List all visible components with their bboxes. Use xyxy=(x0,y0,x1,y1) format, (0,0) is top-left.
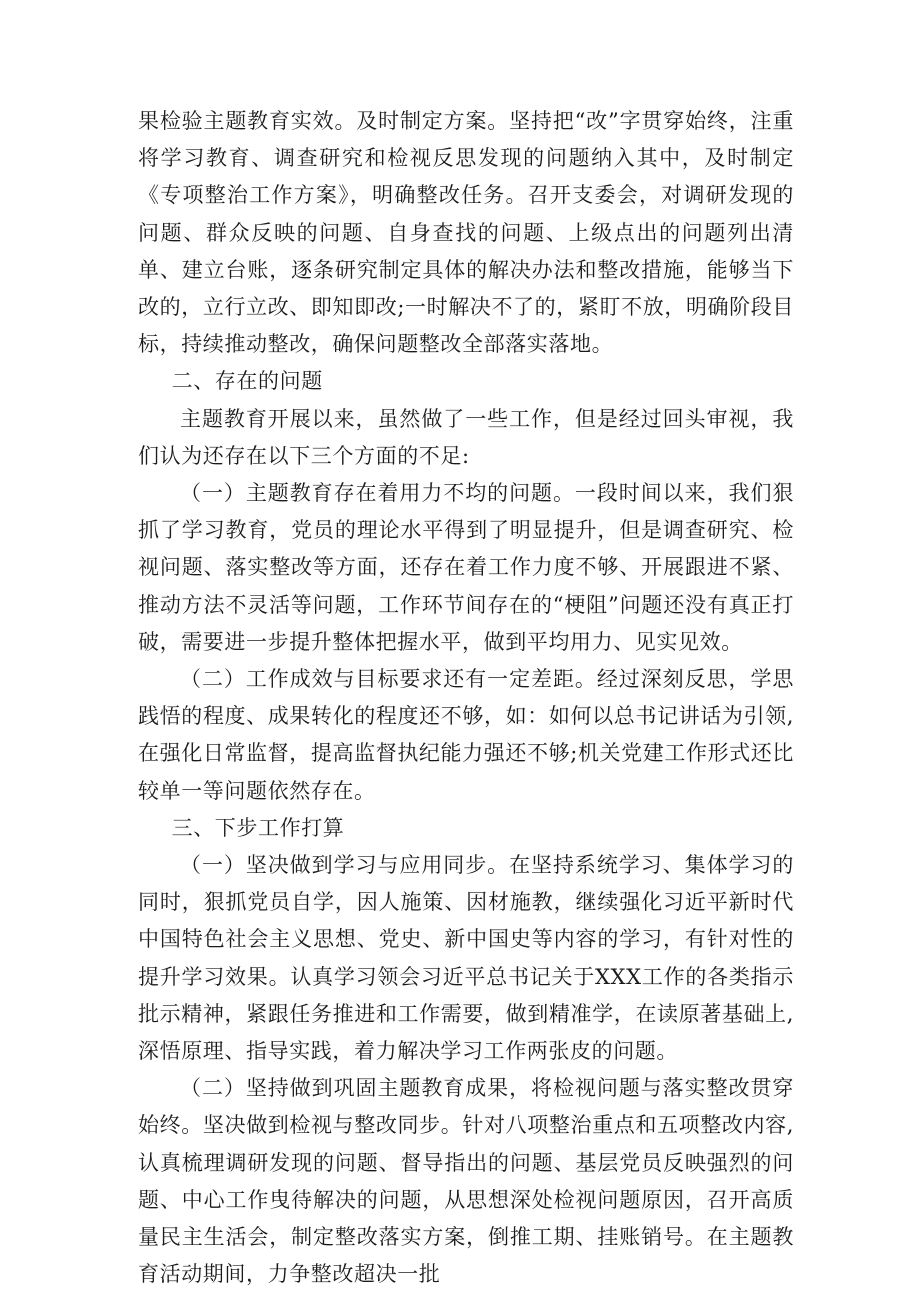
paragraph-problem-2: （二）工作成效与目标要求还有一定差距。经过深刻反思，学思践悟的程度、成果转化的程度还不够，如：如何以总书记讲话为引领,在强化日常监督，提高监督执纪能力强还不够;机关党建工作形式还比较单一等问题依然存在。 xyxy=(138,667,794,803)
paragraph-plan-2: （二）坚持做到巩固主题教育成果，将检视问题与落实整改贯穿始终。坚决做到检视与整改同步。针对八项整治重点和五项整改内容,认真梳理调研发现的问题、督导指出的问题、基层党员反映强烈的问题、中心工作曳待解决的问题，从思想深处检视问题原因，召开高质量民主生活会，制定整改落实方案，倒推工期、挂账销号。在主题教育活动期间，力争整改超决一批 xyxy=(138,1076,794,1287)
paragraph-plan-1: （一）坚决做到学习与应用同步。在坚持系统学习、集体学习的同时，狠抓党员自学，因人施策、因材施教，继续强化习近平新时代中国特色社会主义思想、党史、新中国史等内容的学习，有针对性的提升学习效果。认真学习领会习近平总书记关于XXX工作的各类指示批示精神，紧跟任务推进和工作需要，做到精准学，在读原著基础上,深悟原理、指导实践，着力解决学习工作两张皮的问题。 xyxy=(138,853,794,1064)
section-heading-next-steps: 三、下步工作打算 xyxy=(171,815,345,840)
section-heading-problems: 二、存在的问题 xyxy=(171,369,323,394)
paragraph-intro: 主题教育开展以来，虽然做了一些工作，但是经过回头审视，我们认为还存在以下三个方面的不足: xyxy=(138,406,794,468)
document-body xyxy=(138,103,794,1294)
paragraph-problem-1: （一）主题教育存在着用力不均的问题。一段时间以来，我们狠抓了学习教育，党员的理论水平得到了明显提升，但是调查研究、检视问题、落实整改等方面，还存在着工作力度不够、开展跟进不紧、推动方法不灵活等问题，工作环节间存在的“梗阻”问题还没有真正打破，需要进一步提升整体把握水平，做到平均用力、见实见效。 xyxy=(138,481,794,654)
paragraph-continued: 果检验主题教育实效。及时制定方案。坚持把“改”字贯穿始终，注重将学习教育、调查研究和检视反思发现的问题纳入其中，及时制定《专项整治工作方案》，明确整改任务。召开支委会，对调研发现的问题、群众反映的问题、自身查找的问题、上级点出的问题列出清单、建立台账，逐条研究制定具体的解决办法和整改措施，能够当下改的，立行立改、即知即改;一时解决不了的，紧盯不放，明确阶段目标，持续推动整改，确保问题整改全部落实落地。 xyxy=(138,109,794,357)
